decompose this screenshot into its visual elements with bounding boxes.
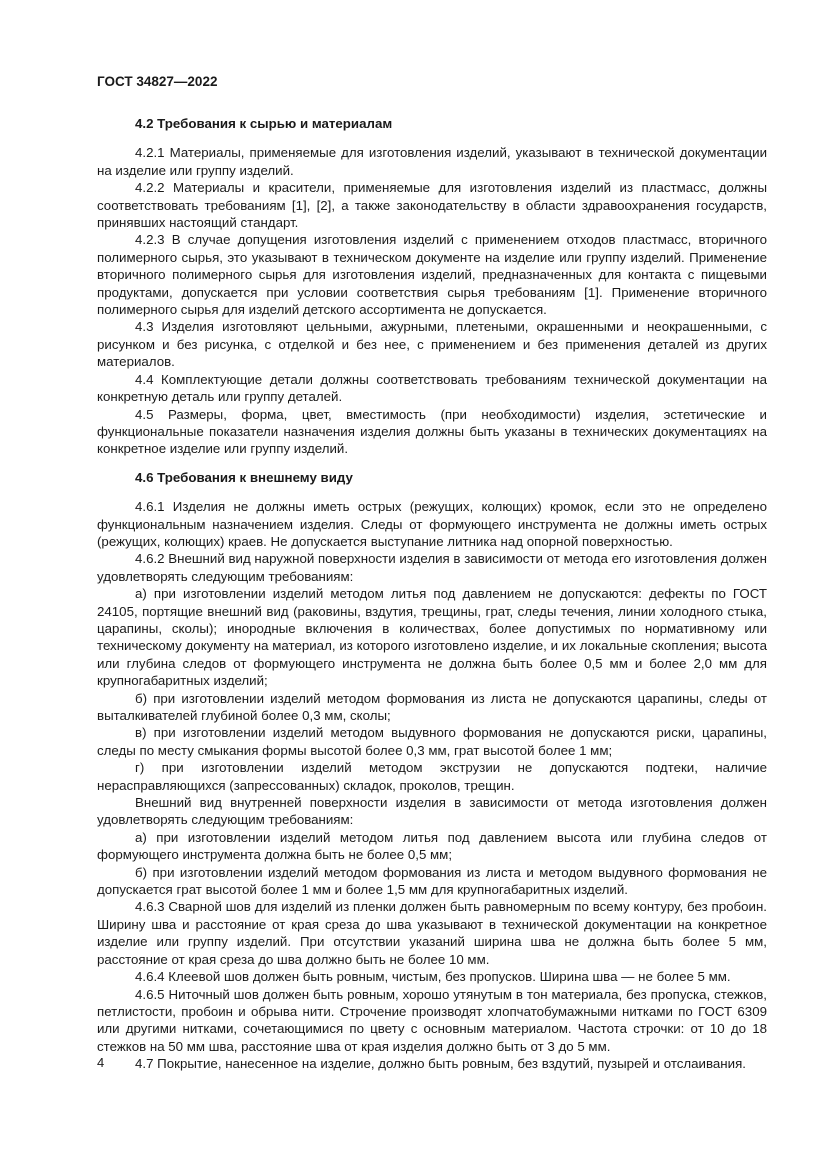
page-number: 4: [97, 1055, 105, 1070]
paragraph: 4.6.3 Сварной шов для изделий из пленки должен быть равномерным по всему контуру, без пробоин. Ширину шва и расстояние от края среза до шва указывают в технической документации на конкретное изделие или группу изделий. При отсутствии указаний ширина шва не должна быть более 5 мм, расстояние от края среза до шва должно быть не более 10 мм.: [97, 899, 767, 967]
paragraph: 4.4 Комплектующие детали должны соответствовать требованиям технической документации на конкретную деталь или группу деталей.: [97, 371, 767, 405]
section-heading-4-6: 4.6 Требования к внешнему виду: [135, 469, 353, 485]
paragraph: 4.2.2 Материалы и красители, применяемые для изготовления изделий из пластмасс, должны соответствовать требованиям [1], [2], а также законодательству в области здравоохранения государств, принявших настоящий стандарт.: [97, 180, 767, 231]
paragraph: в) при изготовлении изделий методом выдувного формования не допускаются риски, царапины, следы по месту смыкания формы высотой более 0,3 мм, грат высотой более 1 мм;: [97, 725, 767, 758]
paragraph: 4.2.3 В случае допущения изготовления изделий с применением отходов пластмасс, вторичного полимерного сырья, это указывают в техническом документе на изделие или группу изделий. Применение вторичного полимерного сырья для изготовления изделий, предназначенных для контакта с пищевыми продуктами, допускается при условии соответствия сырья требованиям [1]. Применение вторичного полимерного сырья для изделий детского ассортимента не допускается.: [97, 232, 767, 318]
paragraph: 4.7 Покрытие, нанесенное на изделие, должно быть ровным, без вздутий, пузырей и отслаивания.: [135, 1056, 746, 1072]
paragraph: б) при изготовлении изделий методом формования из листа не допускаются царапины, следы от выталкивателей глубиной более 0,3 мм, сколы;: [97, 690, 767, 723]
paragraph: 4.6.4 Клеевой шов должен быть ровным, чистым, без пропусков. Ширина шва — не более 5 мм.: [135, 969, 731, 985]
section-heading-4-2: 4.2 Требования к сырью и материалам: [135, 116, 393, 131]
paragraph: 4.6.5 Ниточный шов должен быть ровным, хорошо утянутым в тон материала, без пропуска, стежков, петлистости, пробоин и обрыва нити. Строчение производят хлопчатобумажными нитками по ГОСТ 6309 или другими нитками, сочетающимися по цвету с основным материалом. Частота строчки: от 10 до 18 стежков на 50 мм шва, расстояние шва от края изделия должно быть от 3 до 5 мм.: [97, 986, 767, 1054]
document-header: ГОСТ 34827—2022: [97, 74, 218, 89]
paragraph: 4.2.1 Материалы, применяемые для изготовления изделий, указывают в технической документации на изделие или группу изделий.: [97, 145, 767, 178]
paragraph: а) при изготовлении изделий методом литья под давлением высота или глубина следов от формующего инструмента должна быть не более 0,5 мм;: [97, 829, 767, 863]
paragraph: 4.6.1 Изделия не должны иметь острых (режущих, колющих) кромок, если это не определено функциональным назначением изделия. Следы от формующего инструмента не должны иметь острых (режущих, колющих) краев. Не допускается выступание литника над опорной поверхностью.: [97, 499, 767, 549]
paragraph: 4.5 Размеры, форма, цвет, вместимость (при необходимости) изделия, эстетические и функциональные показатели назначения изделия должны быть указаны в технических документациях на конкретное изделие или группу изделий.: [97, 406, 767, 457]
paragraph: а) при изготовлении изделий методом литья под давлением не допускаются: дефекты по ГОСТ 24105, портящие внешний вид (раковины, вздутия, трещины, грат, следы течения, линии холодного стыка, царапины, сколы); инородные включения в количествах, более допустимых по нормативному или техническому документу на материал, из которого изготовлено изделие, и их локальные скопления; высота или глубина следов от формующего инструмента не должна быть более 0,5 мм и более 2,0 мм для крупногабаритных изделий;: [97, 586, 767, 689]
paragraph: г) при изготовлении изделий методом экструзии не допускаются подтеки, наличие нерасправляющихся (запрессованных) складок, проколов, трещин.: [97, 760, 767, 793]
paragraph: 4.6.2 Внешний вид наружной поверхности изделия в зависимости от метода его изготовления должен удовлетворять следующим требованиям:: [97, 551, 767, 584]
paragraph: б) при изготовлении изделий методом формования из листа и методом выдувного формования не допускается грат высотой более 1 мм и более 1,5 мм для крупногабаритных изделий.: [97, 864, 767, 898]
paragraph: 4.3 Изделия изготовляют цельными, ажурными, плетеными, окрашенными и неокрашенными, с рисунком и без рисунка, с отделкой и без нее, с применением и без применения деталей из других материалов.: [97, 319, 767, 370]
document-body: [97, 115, 767, 1073]
paragraph: Внешний вид внутренней поверхности изделия в зависимости от метода изготовления должен удовлетворять следующим требованиям:: [97, 795, 767, 828]
